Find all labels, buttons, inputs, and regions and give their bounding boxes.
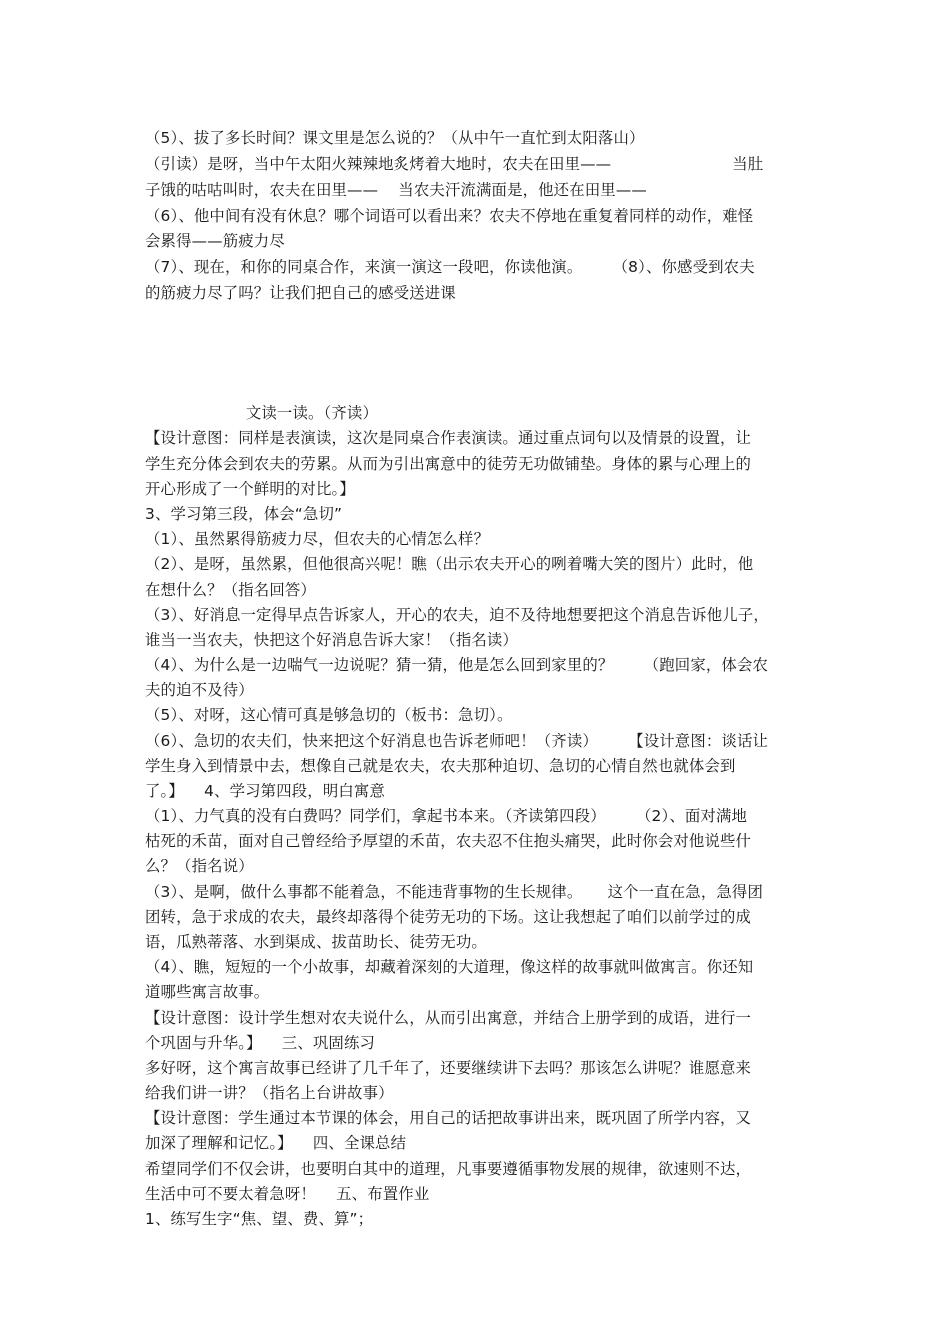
text-line: 在想什么？（指名回答） (145, 581, 316, 599)
text-line: 开心形成了一个鲜明的对比。】 (145, 480, 355, 498)
text-line: 给我们讲一讲？（指名上台讲故事） (145, 1084, 394, 1102)
text-line: （2）、是呀，虽然累，但他很高兴呢！瞧（出示农夫开心的咧着嘴大笑的图片）此时，他 (145, 555, 754, 573)
text-line: 生活中可不要太着急呀！ 五、布置作业 (145, 1185, 430, 1203)
text-line: 【设计意图：设计学生想对农夫说什么，从而引出寓意，并结合上册学到的成语，进行一 (145, 1009, 752, 1027)
text-line: （6）、急切的农夫们，快来把这个好消息也告诉老师吧！（齐读） 【设计意图：谈话让 (145, 732, 769, 750)
text-line: 学生身入到情景中去，想像自己就是农夫，农夫那种迫切、急切的心情自然也就体会到 (145, 757, 736, 775)
text-line: 1、练写生字“焦、望、费、算”； (145, 1210, 374, 1228)
text-line: （7）、现在，和你的同桌合作，来演一演这一段吧，你读他演。 （8）、你感受到农夫 (145, 258, 755, 276)
text-line: （5）、对呀，这心情可真是够急切的（板书：急切）。 (145, 706, 513, 724)
text-line: 团转，急于求成的农夫，最终却落得个徒劳无功的下场。这让我想起了咱们以前学过的成 (145, 908, 752, 926)
text-line: 3、学习第三段，体会“急切” (145, 505, 343, 523)
text-line: 会累得——筋疲力尽 (145, 232, 285, 250)
text-line: 么？（指名说） (145, 857, 254, 875)
text-line: 枯死的禾苗，面对自己曾经给予厚望的禾苗，农夫忍不住抱头痛哭，此时你会对他说些什 (145, 832, 752, 850)
text-line: 加深了理解和记忆。】 四、全课总结 (145, 1134, 407, 1152)
text-line: 【设计意图：同样是表演读，这次是同桌合作表演读。通过重点词句以及情景的设置，让 (145, 429, 752, 447)
text-line: 了。】 4、学习第四段，明白寓意 (145, 782, 385, 800)
text-line: 子饿的咕咕叫时，农夫在田里—— 当农夫汗流满面是，他还在田里—— (145, 181, 647, 199)
text-line: 语，瓜熟蒂落、水到渠成、拔苗助长、徒劳无功。 (145, 933, 487, 951)
text-line: （引读）是呀，当中午太阳火辣辣地炙烤着大地时，农夫在田里—— 当肚 (145, 155, 764, 173)
text-line: （4）、为什么是一边喘气一边说呢？猜一猜，他是怎么回到家里的？ （跑回家，体会农 (145, 656, 769, 674)
text-line: 个巩固与升华。】 三、巩固练习 (145, 1034, 376, 1052)
text-line: （3）、好消息一定得早点告诉家人，开心的农夫，迫不及待地想要把这个消息告诉他儿子， (145, 606, 769, 624)
text-line: （1）、力气真的没有白费吗？同学们，拿起书本来。（齐读第四段） （2）、面对满地 (145, 807, 748, 825)
text-line: 夫的迫不及待） (145, 681, 254, 699)
text-line: 文读一读。（齐读） (145, 404, 379, 422)
text-line: 谁当一当农夫，快把这个好消息告诉大家！（指名读） (145, 631, 518, 649)
text-line: 多好呀，这个寓言故事已经讲了几千年了，还要继续讲下去吗？那该怎么讲呢？谁愿意来 (145, 1059, 752, 1077)
text-line: 道哪些寓言故事。 (145, 983, 270, 1001)
text-line: （3）、是啊，做什么事都不能着急，不能违背事物的生长规律。 这个一直在急，急得团 (145, 883, 763, 901)
text-line: 【设计意图：学生通过本节课的体会，用自己的话把故事讲出来，既巩固了所学内容，又 (145, 1109, 752, 1127)
text-line: 希望同学们不仅会讲，也要明白其中的道理，凡事要遵循事物发展的规律，欲速则不达， (145, 1160, 752, 1178)
text-line: 学生充分体会到农夫的劳累。从而为引出寓意中的徒劳无功做铺垫。身体的累与心理上的 (145, 455, 752, 473)
text-line: （5）、拔了多长时间？课文里是怎么说的？（从中午一直忙到太阳落山） (145, 129, 645, 147)
text-line: （1）、虽然累得筋疲力尽，但农夫的心情怎么样？ (145, 530, 490, 548)
text-line: （4）、瞧，短短的一个小故事，却藏着深刻的大道理，像这样的故事就叫做寓言。你还知 (145, 958, 754, 976)
text-line: 的筋疲力尽了吗？让我们把自己的感受送进课 (145, 284, 456, 302)
text-line: （6）、他中间有没有休息？哪个词语可以看出来？农夫不停地在重复着同样的动作，难怪 (145, 207, 754, 225)
